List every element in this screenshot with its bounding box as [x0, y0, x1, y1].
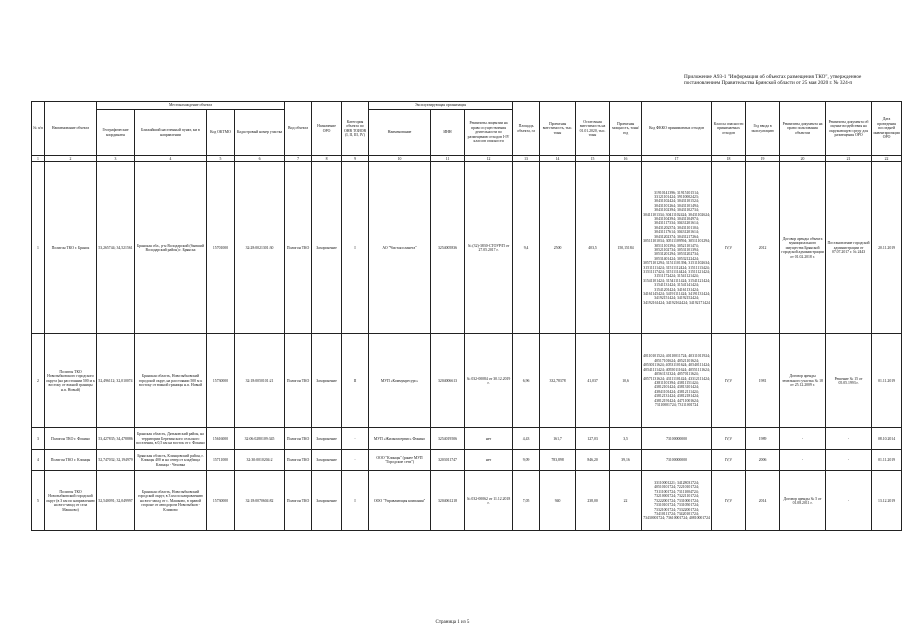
col-header: Наименование: [369, 110, 431, 156]
cell-coords: 52,496112; 32,010074: [97, 334, 135, 428]
cell-purpose: Захоронение: [312, 334, 342, 428]
cell-inventory: 01.11.2019: [872, 450, 902, 471]
cell-coords: 53,265744; 34,521561: [97, 162, 135, 334]
cell-name: Полигон ТКО Новозыбковский городской округ (в 3 км по направлению на юго-запад от села Машково): [45, 471, 97, 531]
cell-kind: Полигон ТКО: [285, 428, 312, 450]
group-header-operator: Эксплуатирующая организация: [369, 102, 513, 110]
cell-operator: АО "Чистая планета": [369, 162, 431, 334]
cell-year: 1989: [746, 428, 780, 450]
cell-oktmo: 15730000: [207, 334, 235, 428]
page-footer: Страница 1 из 5: [435, 620, 470, 625]
column-number: 4: [135, 156, 207, 162]
cell-kind: Полигон ТКО: [285, 471, 312, 531]
cell-fkko: 73100000000: [642, 450, 712, 471]
cell-n: 4: [32, 450, 45, 471]
cell-cadastre: 32:28:0021301:30: [235, 162, 285, 334]
cell-power: 10,6: [610, 334, 642, 428]
column-number: 10: [369, 156, 431, 162]
cell-license: нет: [465, 450, 513, 471]
cell-n: 1: [32, 162, 45, 334]
col-header: Наименование объекта: [45, 102, 97, 156]
table-row: [32, 471, 902, 531]
table-row: [32, 428, 902, 450]
cell-power: 150,15184: [610, 162, 642, 334]
cell-capacity: 783,898: [540, 450, 576, 471]
cell-power: 3,5: [610, 428, 642, 450]
col-header: Проектная мощность, тонн/год: [610, 102, 642, 156]
cell-area: 6,96: [513, 334, 540, 428]
cell-inn: 3254019506: [431, 428, 465, 450]
cell-area: 7,05: [513, 471, 540, 531]
cell-inn: 3254005836: [431, 162, 465, 334]
column-number: 19: [746, 156, 780, 162]
col-header: Код ФККО принимаемых отходов: [642, 102, 712, 156]
column-number: 18: [712, 156, 746, 162]
cell-category: I: [342, 471, 369, 531]
cell-inventory: 13.12.2019: [872, 471, 902, 531]
col-header: Проектная вместимость, тыс. тонн: [540, 102, 576, 156]
column-number: 14: [540, 156, 576, 162]
cell-fkko: 73100000000: [642, 428, 712, 450]
cell-purpose: Захоронение: [312, 162, 342, 334]
cell-name: Полигон ТКО г. Брянск: [45, 162, 97, 334]
cell-hazard: IV,V: [712, 450, 746, 471]
cell-coords: 52,747032; 32,194979: [97, 450, 135, 471]
cell-purpose: Захоронение: [312, 450, 342, 471]
table-row: [32, 162, 902, 334]
cell-settlement: Брянская область, Новозыбковский городской округ, в 3 км по направлению на юго-запад от с. Машково, в правой стороне от автодороги Новозыбков - Климово: [135, 471, 207, 531]
cell-fkko: 31910141396; 31915101514; 33121101424; 39110002423; 30431102424; 30431101524; 30431101264; 30431101494; 30431102394; 30431102734; 30411101334; 30411102424; 30431102624; 30431104394; 30431104974; 30431117334; 30431201614; 30431202374; 30431101104; 30431117614; 30431201614; 30431202374; 30431217264; 30511101034; 30511109594; 30511101294; 30511101394; 30521101474; 30521102734; 30531101394; 30531201294; 30531202734; 30531401424; 30532122424; 30571101294; 31511101394; 31511102634; 31511111424; 31511112424; 31511113424; 31511117424; 31511114424; 31511121424; 31511172424; 31541121424; 31541101424; 31541111424; 31541121424; 31541131424; 31541141424; 31541201424; 34161131424; 34161145424; 34191111424; 34191131424; 34192151424; 34192152424; 34192161424; 34192162424; 34192171424: [642, 162, 712, 334]
column-number: 9: [342, 156, 369, 162]
col-header: ИНН: [431, 110, 465, 156]
cell-category: II: [342, 334, 369, 428]
column-number: 20: [780, 156, 826, 162]
col-header: Площадь объекта, га: [513, 102, 540, 156]
col-header: Реквизиты документа об оценке воздействия на окружающую среду для размещения ОРО: [826, 102, 872, 156]
cell-cadastre: 32:06:0280109:345: [235, 428, 285, 450]
cell-operator: МУП «Жилкомсервис» Фокино: [369, 428, 431, 450]
column-number: 21: [826, 156, 872, 162]
cell-kind: Полигон ТКО: [285, 162, 312, 334]
cell-area: 9,09: [513, 450, 540, 471]
column-number: 3: [97, 156, 135, 162]
cell-settlement: Брянская обл., р-н Володарский (бывший Володарский район) г. Брянска: [135, 162, 207, 334]
cell-fkko: 33110001221; 34128031724; 40510101724; 72210101724; 73111001724; 73111004724; 73210001724; 73221101724; 73222001724; 73310001724; 73310101724; 73310501724; 73321001724; 73322001724; 73410111724; 73420101724; 73430001724; 73610001724; 40810001724: [642, 471, 712, 531]
cell-license: № (32)-3830-СТОУР/П от 27.05.2017 г.: [465, 162, 513, 334]
column-number: 8: [312, 156, 342, 162]
cell-name: Полигон ТКО г. Клинцы: [45, 450, 97, 471]
col-header: Кадастровый номер участка: [235, 110, 285, 156]
cell-operator: ООО "Клинцы" (ранее МУП "Городские сети"): [369, 450, 431, 471]
cell-operator: ООО "Управляющая компания": [369, 471, 431, 531]
cell-inventory: 01.11.2019: [872, 334, 902, 428]
cell-right-doc: Договор аренды земельного участка № 18 от 25.12.2009 г.: [780, 334, 826, 428]
cell-settlement: Брянская область, Дятьковский район, на территории Березинского сельского поселения, в 0,5 км на восток от г. Фокино: [135, 428, 207, 450]
cell-hazard: IV,V: [712, 471, 746, 531]
cell-area: 4,43: [513, 428, 540, 450]
cell-remaining: 846,20: [576, 450, 610, 471]
cell-inventory: 08.10.2014: [872, 428, 902, 450]
cell-cadastre: 32:18:0070604:82: [235, 471, 285, 531]
cell-remaining: 403,5: [576, 162, 610, 334]
cell-eia-doc: Постановление городской администрации от 07.07.2017 г. № 2443: [826, 162, 872, 334]
column-number: 13: [513, 156, 540, 162]
cell-inn: 3204061218: [431, 471, 465, 531]
cell-hazard: IV,V: [712, 428, 746, 450]
col-header: Реквизиты документа на право пользования объектом: [780, 102, 826, 156]
cell-operator: МУП «Коммунресурс»: [369, 334, 431, 428]
cell-oktmo: 15701000: [207, 162, 235, 334]
cell-inn: 3203011747: [431, 450, 465, 471]
cell-n: 3: [32, 428, 45, 450]
col-header: Назначение ОРО: [312, 102, 342, 156]
col-header: Географические координаты: [97, 110, 135, 156]
cell-purpose: Захоронение: [312, 428, 342, 450]
cell-inventory: 20.11.2019: [872, 162, 902, 334]
cell-eia-doc: -: [826, 450, 872, 471]
col-header: Реквизиты лицензии на право осуществления деятельности по размещению отходов I-IV классов опасности: [465, 110, 513, 156]
cell-right-doc: Договор аренды № 5 от 01.08.2011 г.: [780, 471, 826, 531]
cell-kind: Полигон ТКО: [285, 450, 312, 471]
column-number: 2: [45, 156, 97, 162]
cell-year: 2006: [746, 450, 780, 471]
cell-settlement: Брянская область, Клинцовский район, г. Клинцы 400 м на север от кладбища Клинцы - Чеховка: [135, 450, 207, 471]
column-number: 15: [576, 156, 610, 162]
cell-oktmo: 15616000: [207, 428, 235, 450]
col-header: № п/п: [32, 102, 45, 156]
cell-name: Полигон ТКО Новозыбковского городского округа (на расстоянии 500 м к востоку от южной границы н.п. Новый): [45, 334, 97, 428]
cell-remaining: 127,03: [576, 428, 610, 450]
col-header: Дата проведения последней инвентаризации ОРО: [872, 102, 902, 156]
col-header: Код ОКТМО: [207, 110, 235, 156]
cell-oktmo: 15711000: [207, 450, 235, 471]
cell-kind: Полигон ТКО: [285, 334, 312, 428]
cell-year: 2012: [746, 162, 780, 334]
cell-year: 2014: [746, 471, 780, 531]
cell-fkko: 40110101524; 40110011724; 40311011924; 40517101624; 40521101624; 40530111624; 40531101624; 40540111424; 40541111424; 40550111624; 40551111624; 40561131324; 40570111624; 40571131624; 43111101424; 43312111424; 43811101394; 43811151424; 43812101424; 43813101424; 43841101424; 43812111424; 43812131424; 43812181424; 43812191424; 44711001624; 73110001724; 73111001724: [642, 334, 712, 428]
cell-remaining: 41,037: [576, 334, 610, 428]
column-number: 22: [872, 156, 902, 162]
column-number: 5: [207, 156, 235, 162]
cell-license: № 032-00084 от 30.12.2019 г.: [465, 334, 513, 428]
cell-name: Полигон ТКО г. Фокино: [45, 428, 97, 450]
cell-category: -: [342, 450, 369, 471]
cell-right-doc: Договор аренды объекта муниципального имущества Брянской городской администрации от 01.02.2018 г.: [780, 162, 826, 334]
cell-remaining: 238,00: [576, 471, 610, 531]
group-header-location: Местонахождение объекта: [97, 102, 285, 110]
objects-table: [31, 101, 902, 531]
cell-eia-doc: -: [826, 428, 872, 450]
cell-license: нет: [465, 428, 513, 450]
cell-cadastre: 32:30:0010204:2: [235, 450, 285, 471]
cell-capacity: 2500: [540, 162, 576, 334]
column-number: 11: [431, 156, 465, 162]
table-row: [32, 450, 902, 471]
column-number: 16: [610, 156, 642, 162]
cell-power: 39,16: [610, 450, 642, 471]
cell-oktmo: 15730000: [207, 471, 235, 531]
col-header: Классы опасности принимаемых отходов: [712, 102, 746, 156]
cell-hazard: IV,V: [712, 162, 746, 334]
col-header: Остаточная вместимость на 01.01.2020, тыс. тонн: [576, 102, 610, 156]
column-number: 6: [235, 156, 285, 162]
document-header-note: Приложение А93-1 "Информация об объектах размещения ТКО", утвержденное постановлением Правительства Брянской области от 25 мая 2020 г. № 324-п: [684, 74, 862, 86]
column-number: 7: [285, 156, 312, 162]
table-row: [32, 334, 902, 428]
cell-area: 9,4: [513, 162, 540, 334]
column-number: 1: [32, 156, 45, 162]
cell-category: -: [342, 428, 369, 450]
col-header: Год ввода в эксплуатацию: [746, 102, 780, 156]
col-header: Вид объекта: [285, 102, 312, 156]
cell-cadastre: 32:18:0050101:21: [235, 334, 285, 428]
cell-power: 22: [610, 471, 642, 531]
cell-capacity: 940: [540, 471, 576, 531]
cell-year: 1981: [746, 334, 780, 428]
cell-capacity: 161,7: [540, 428, 576, 450]
cell-purpose: Захоронение: [312, 471, 342, 531]
cell-settlement: Брянская область, Новозыбковский городской округ, на расстоянии 500 м к востоку от южной границы н.п. Новый: [135, 334, 207, 428]
cell-inn: 3204006613: [431, 334, 465, 428]
cell-coords: 53,427835; 34,478886: [97, 428, 135, 450]
cell-hazard: IV,V: [712, 334, 746, 428]
cell-n: 5: [32, 471, 45, 531]
cell-right-doc: -: [780, 428, 826, 450]
cell-eia-doc: -: [826, 471, 872, 531]
cell-license: № 032-00062 от 11.12.2018 г.: [465, 471, 513, 531]
col-header: Ближайший населенный пункт, км в направлении: [135, 110, 207, 156]
column-number: 17: [642, 156, 712, 162]
cell-coords: 52,540091; 32,049997: [97, 471, 135, 531]
col-header: Категория объекта по ОНВ ТОИОВ (I, II, III, IV): [342, 102, 369, 156]
cell-n: 2: [32, 334, 45, 428]
cell-category: I: [342, 162, 369, 334]
cell-eia-doc: Решение № 15 от 05.05.1993 г.: [826, 334, 872, 428]
column-number: 12: [465, 156, 513, 162]
cell-right-doc: -: [780, 450, 826, 471]
cell-capacity: 332,78378: [540, 334, 576, 428]
